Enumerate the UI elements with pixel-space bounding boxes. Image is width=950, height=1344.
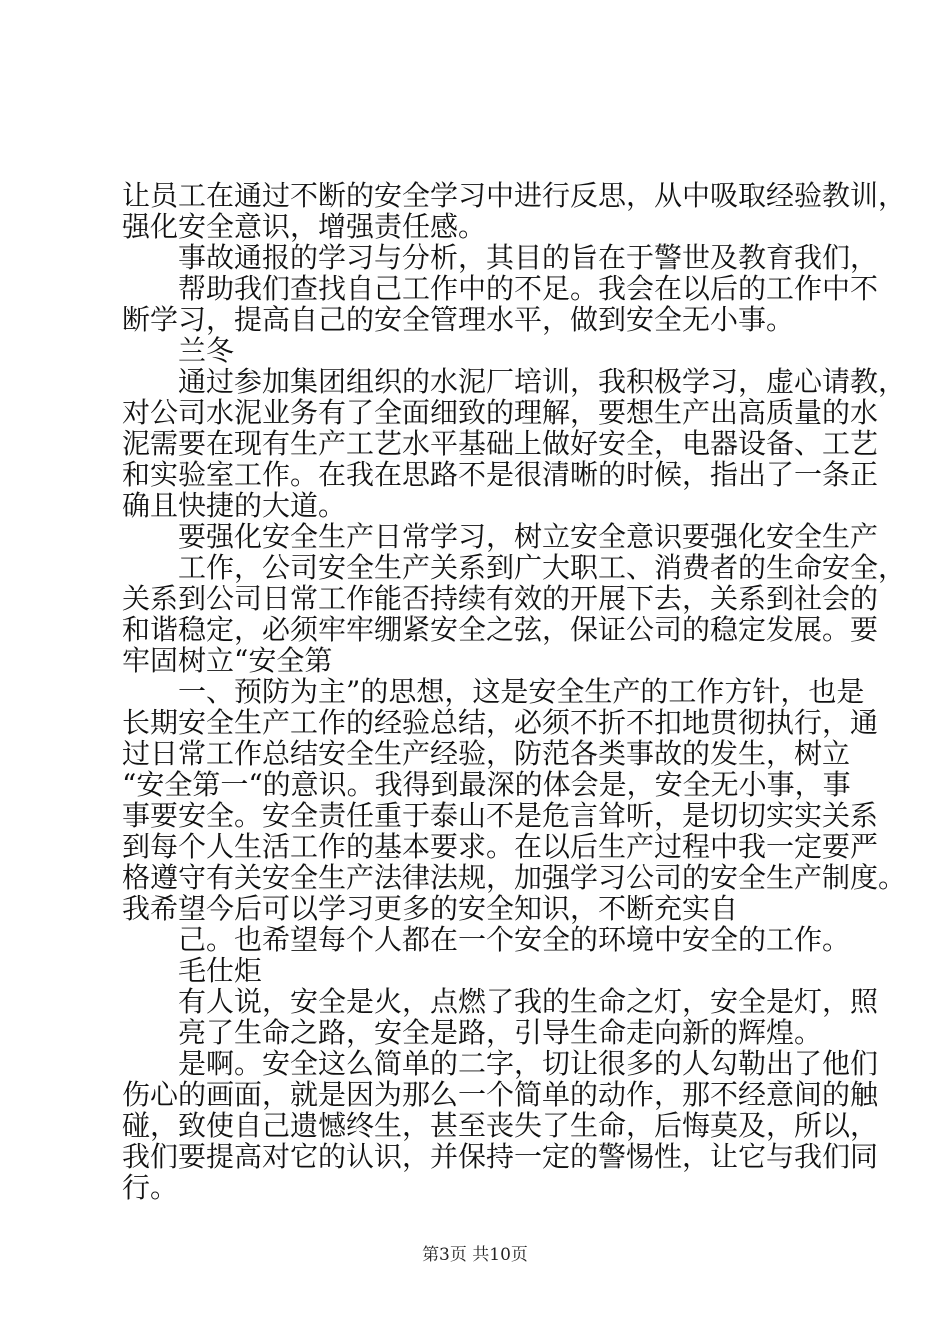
text-line: 碰，致使自己遗憾终生，甚至丧失了生命，后悔莫及，所以， <box>122 1109 879 1142</box>
text-line: 通过参加集团组织的水泥厂培训，我积极学习，虚心请教， <box>178 365 907 398</box>
text-line: 让员工在通过不断的安全学习中进行反思，从中吸取经验教训， <box>122 179 907 212</box>
text-line: 伤心的画面，就是因为那么一个简单的动作，那不经意间的触 <box>122 1078 879 1111</box>
author-name: 毛仕炬 <box>178 954 263 987</box>
text-line: 是啊。安全这么简单的二字，切让很多的人勾勒出了他们 <box>178 1047 879 1080</box>
text-line: 长期安全生产工作的经验总结，必须不折不扣地贯彻执行，通 <box>122 706 879 739</box>
text-line: 确且快捷的大道。 <box>122 489 347 522</box>
text-line: 牢固树立“安全第 <box>122 644 333 677</box>
text-line: 和实验室工作。在我在思路不是很清晰的时候，指出了一条正 <box>122 458 879 491</box>
text-line: 己。也希望每个人都在一个安全的环境中安全的工作。 <box>178 923 851 956</box>
text-line: 过日常工作总结安全生产经验，防范各类事故的发生，树立 <box>122 737 851 770</box>
text-line: 工作，公司安全生产关系到广大职工、消费者的生命安全， <box>178 551 907 584</box>
text-line: 和谐稳定，必须牢牢绷紧安全之弦，保证公司的稳定发展。要 <box>122 613 879 646</box>
text-line: 格遵守有关安全生产法律法规，加强学习公司的安全生产制度。 <box>122 861 907 894</box>
text-line: 有人说，安全是火，点燃了我的生命之灯，安全是灯，照 <box>178 985 879 1018</box>
text-line: 行。 <box>122 1171 179 1204</box>
text-line: 对公司水泥业务有了全面细致的理解，要想生产出高质量的水 <box>122 396 879 429</box>
page-footer: 第3页 共10页 <box>422 1245 528 1265</box>
text-line: 泥需要在现有生产工艺水平基础上做好安全，电器设备、工艺 <box>122 427 879 460</box>
text-line: 关系到公司日常工作能否持续有效的开展下去，关系到社会的 <box>122 582 879 615</box>
text-line: 断学习，提高自己的安全管理水平，做到安全无小事。 <box>122 303 795 336</box>
text-line: “安全第一“的意识。我得到最深的体会是，安全无小事，事 <box>122 768 851 801</box>
text-line: 我希望今后可以学习更多的安全知识，不断充实自 <box>122 892 739 925</box>
text-line: 强化安全意识，增强责任感。 <box>122 210 487 243</box>
text-line: 要强化安全生产日常学习，树立安全意识要强化安全生产 <box>178 520 879 553</box>
text-line: 我们要提高对它的认识，并保持一定的警惕性，让它与我们同 <box>122 1140 879 1173</box>
text-line: 一、预防为主”的思想，这是安全生产的工作方针，也是 <box>178 675 865 708</box>
text-line: 帮助我们查找自己工作中的不足。我会在以后的工作中不 <box>178 272 879 305</box>
text-line: 事要安全。安全责任重于泰山不是危言耸听，是切切实实关系 <box>122 799 879 832</box>
text-line: 事故通报的学习与分析，其目的旨在于警世及教育我们， <box>178 241 879 274</box>
author-name: 兰冬 <box>178 334 235 367</box>
text-line: 亮了生命之路，安全是路，引导生命走向新的辉煌。 <box>178 1016 823 1049</box>
text-line: 到每个人生活工作的基本要求。在以后生产过程中我一定要严 <box>122 830 879 863</box>
